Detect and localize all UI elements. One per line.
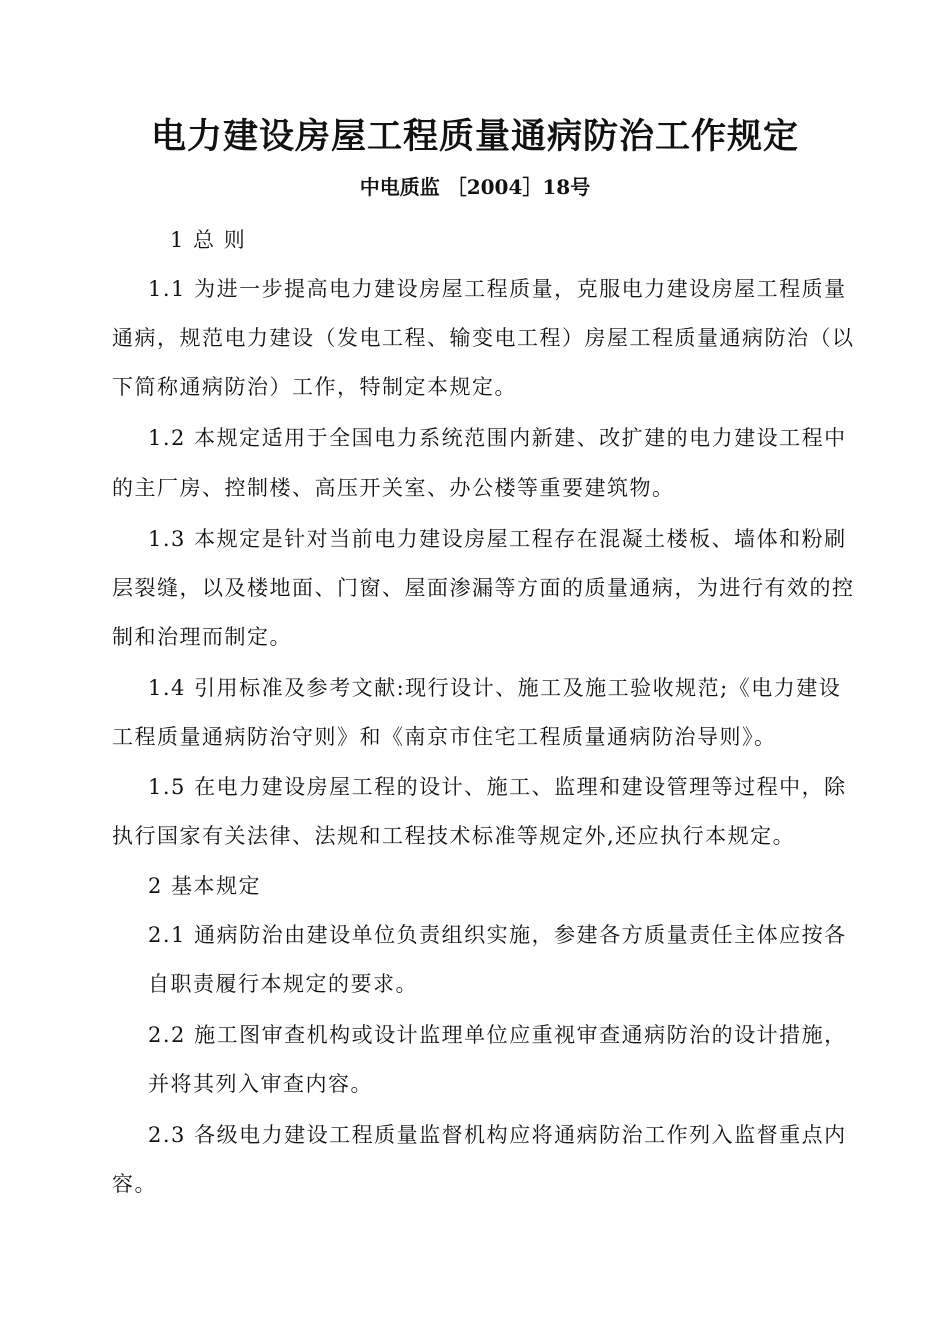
paragraph-line: 1.5 在电力建设房屋工程的设计、施工、监理和建设管理等过程中，除 [148,775,847,799]
paragraph-line: 层裂缝，以及楼地面、门窗、屋面渗漏等方面的质量通病，为进行有效的控 [112,576,855,600]
paragraph-line: 1.4 引用标准及参考文献:现行设计、施工及施工验收规范;《电力建设 [148,676,842,700]
paragraph-line: 并将其列入审查内容。 [148,1072,373,1096]
paragraph-line: 的主厂房、控制楼、高压开关室、办公楼等重要建筑物。 [112,476,675,500]
paragraph-line: 容。 [112,1172,157,1196]
paragraph-line: 2.1 通病防治由建设单位负责组织实施，参建各方质量责任主体应按各 [148,923,847,947]
paragraph-line: 制和治理而制定。 [112,625,292,649]
paragraph-line: 工程质量通病防治守则》和《南京市住宅工程质量通病防治导则》。 [112,725,777,749]
section-heading-2: 2 基本规定 [148,874,262,898]
paragraph-line: 1.1 为进一步提高电力建设房屋工程质量，克服电力建设房屋工程质量 [148,277,847,301]
paragraph-line: 2.3 各级电力建设工程质量监督机构应将通病防治工作列入监督重点内 [148,1123,847,1147]
paragraph-line: 执行国家有关法律、法规和工程技术标准等规定外,还应执行本规定。 [112,824,796,848]
paragraph-line: 1.2 本规定适用于全国电力系统范围内新建、改扩建的电力建设工程中 [148,426,847,450]
document-title: 电力建设房屋工程质量通病防治工作规定 [150,116,799,157]
paragraph-line: 通病，规范电力建设（发电工程、输变电工程）房屋工程质量通病防治（以 [112,326,855,350]
paragraph-line: 2.2 施工图审查机构或设计监理单位应重视审查通病防治的设计措施， [148,1023,847,1047]
paragraph-line: 下简称通病防治）工作，特制定本规定。 [112,375,517,399]
document-number: 中电质监 ［2004］18号 [359,175,591,199]
paragraph-line: 自职责履行本规定的要求。 [148,972,418,996]
paragraph-line: 1.3 本规定是针对当前电力建设房屋工程存在混凝土楼板、墙体和粉刷 [148,527,847,551]
section-heading-1: 1 总 则 [170,228,247,252]
